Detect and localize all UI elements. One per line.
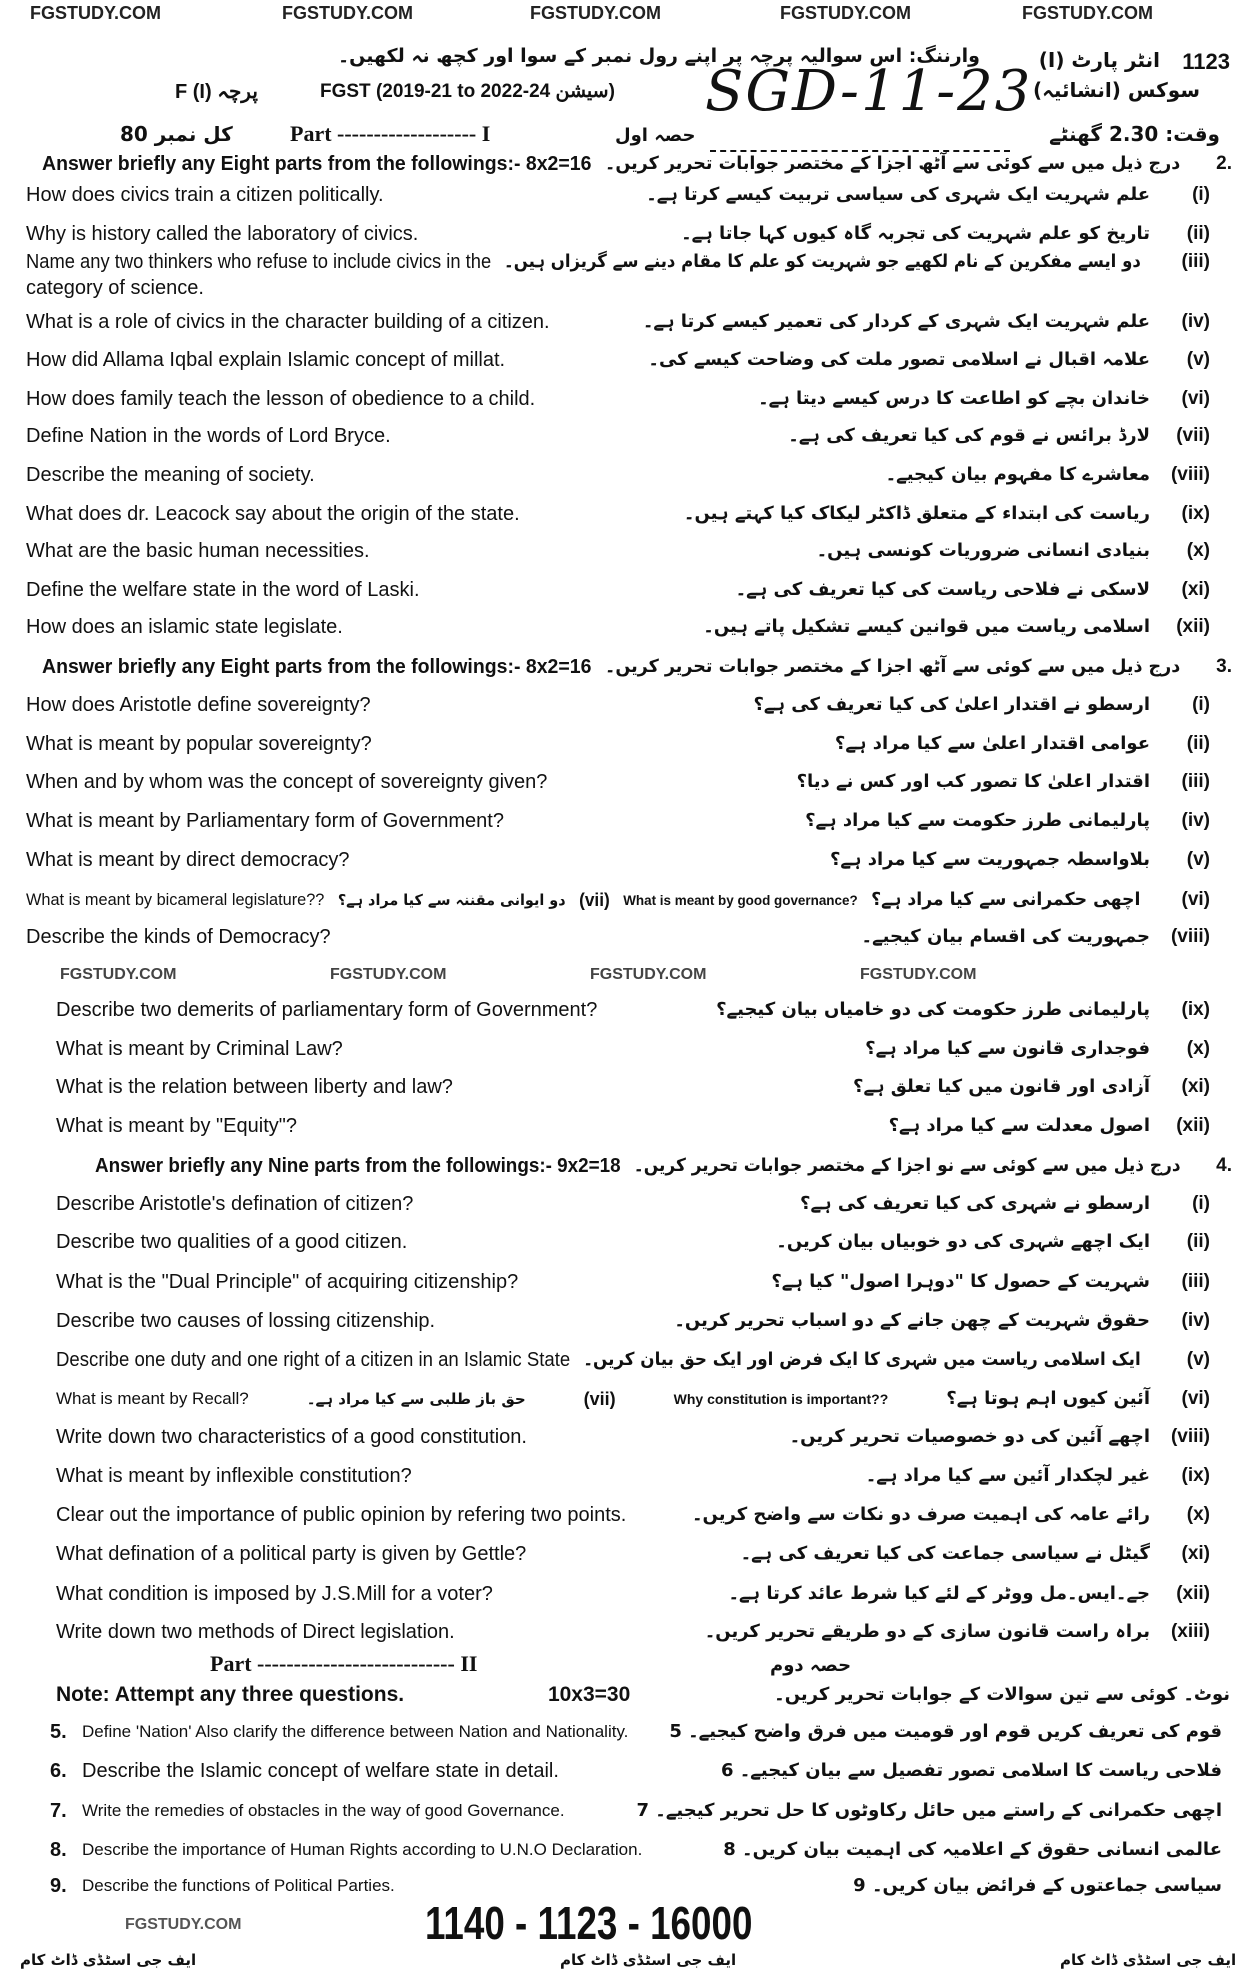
question-number: (i) xyxy=(1192,693,1210,715)
part-two-urdu: حصہ دوم xyxy=(770,1655,852,1676)
question-number: (vii) xyxy=(1176,425,1210,446)
question-item xyxy=(0,1344,1250,1374)
question-ur: پارلیمانی طرز حکومت سے کیا مراد ہے؟ xyxy=(805,810,1150,831)
text-line xyxy=(26,183,1150,207)
question-ur: جمہوریت کی اقسام بیان کیجیے۔ xyxy=(861,926,1150,948)
text-line xyxy=(26,809,1150,833)
text-line xyxy=(56,1464,1150,1488)
subject: سوکس (انشائیہ) xyxy=(1033,78,1200,102)
question-ur: براہ راست قانون سازی کے دو طریقے تحریر کریں۔ xyxy=(704,1621,1150,1643)
q2-instruction xyxy=(0,148,1250,178)
text-line xyxy=(26,222,1150,246)
question-ur-2: دو ایوانی مقننہ سے کیا مراد ہے؟ xyxy=(337,890,566,909)
question-number: (ix) xyxy=(1181,998,1210,1020)
long-question-ur: سیاسی جماعتوں کے فرائض بیان کریں۔ 9 xyxy=(853,1875,1222,1896)
question-en: Describe two qualities of a good citizen. xyxy=(56,1231,408,1254)
watermark: FGSTUDY.COM xyxy=(530,3,662,23)
question-ur: بلاواسطہ جمہوریت سے کیا مراد ہے؟ xyxy=(829,848,1150,870)
footer-watermark: ایف جی اسٹڈی ڈاٹ کام xyxy=(20,1951,197,1969)
text-line xyxy=(82,1759,1222,1783)
long-question-ur: عالمی انسانی حقوق کے اعلامیہ کی اہمیت بیان کریں۔ 8 xyxy=(723,1838,1222,1860)
question-number: (viii) xyxy=(1170,1426,1210,1448)
question-ur: ایک اچھے شہری کی دو خوبیاں بیان کریں۔ xyxy=(776,1231,1150,1253)
question-number: (v) xyxy=(1186,348,1210,370)
question-number: (i) xyxy=(1192,1192,1210,1214)
question-item xyxy=(0,1383,1250,1413)
question-item xyxy=(0,498,1250,528)
question-number: (iv) xyxy=(1181,1310,1210,1331)
long-question-en: Define 'Nation' Also clarify the difference between Nation and Nationality. xyxy=(82,1722,629,1742)
question-en: What is meant by "Equity"? xyxy=(56,1115,297,1137)
question-ur: رائے عامہ کی اہمیت صرف دو نکات سے واضح کریں۔ xyxy=(692,1503,1150,1525)
watermark: FGSTUDY.COM xyxy=(282,3,414,23)
part-one-label: Part ------------------- I xyxy=(290,121,491,146)
question-number: (ii) xyxy=(1186,1231,1210,1253)
question-number: (xiii) xyxy=(1170,1621,1210,1643)
note-row xyxy=(0,1679,1250,1709)
long-question-en: Describe the Islamic concept of welfare state in detail. xyxy=(82,1760,559,1782)
text-line xyxy=(56,1348,1141,1372)
footer-code: 1140 - 1123 - 16000 xyxy=(425,1897,753,1949)
question-item xyxy=(0,844,1250,874)
q3-instruction-ur: درج ذیل میں سے کوئی سے آٹھ اجزا کے مختصر جوابات تحریر کریں۔ xyxy=(605,656,1181,678)
text-line xyxy=(56,1230,1150,1254)
long-question-number: 7. xyxy=(50,1800,67,1822)
text-line xyxy=(26,250,1141,274)
question-item xyxy=(0,1226,1250,1256)
note-marks: 10x3=30 xyxy=(547,1682,631,1706)
question-item xyxy=(0,1421,1250,1451)
question-item xyxy=(0,1033,1250,1063)
question-item xyxy=(0,306,1250,336)
question-number: (xii) xyxy=(1176,1582,1210,1604)
long-question-ur: اچھی حکمرانی کے راستے میں حائل رکاوٹوں کا حل تحریر کیجیے۔ 7 xyxy=(636,1800,1222,1821)
watermark: FGSTUDY.COM xyxy=(30,3,162,23)
q4-instruction-en: Answer briefly any Nine parts from the followings:- 9x2=18 xyxy=(95,1155,621,1177)
text-line xyxy=(82,1720,1222,1744)
text-line xyxy=(56,998,1150,1022)
watermark: FGSTUDY.COM xyxy=(860,965,977,983)
text-line xyxy=(56,1582,1150,1606)
question-number: (ix) xyxy=(1181,502,1210,524)
question-item xyxy=(0,689,1250,719)
question-en-2: Why constitution is important?? xyxy=(673,1390,889,1407)
watermark: FGSTUDY.COM xyxy=(125,1916,242,1933)
text-line xyxy=(26,463,1150,487)
question-number: (v) xyxy=(1186,848,1210,870)
question-number: (iii) xyxy=(1181,251,1210,273)
footer-watermark: ایف جی اسٹڈی ڈاٹ کام xyxy=(1060,1951,1237,1969)
question-number: (xii) xyxy=(1176,1115,1210,1136)
question-en: Describe Aristotle's defination of citizen? xyxy=(56,1192,414,1215)
question-number-2: (vii) xyxy=(579,889,610,910)
text-line xyxy=(56,1037,1150,1061)
long-question-number: 5. xyxy=(50,1721,67,1744)
text-line xyxy=(26,502,1150,526)
question-item xyxy=(0,574,1250,604)
question-en: What is a role of civics in the character building of a citizen. xyxy=(26,311,550,334)
question-ur: ارسطو نے شہری کی کیا تعریف کی ہے؟ xyxy=(800,1192,1150,1214)
text-line xyxy=(56,1114,1150,1138)
question-item xyxy=(0,179,1250,209)
question-en: What is meant by direct democracy? xyxy=(26,848,350,871)
long-question-number: 8. xyxy=(50,1838,67,1861)
question-item xyxy=(0,1266,1250,1296)
paper-label: F (I) پرچہ xyxy=(175,81,258,103)
warning-text: وارننگ: اس سوالیہ پرچہ پر اپنے رول نمبر کے سوا اور کچھ نہ لکھیں۔ xyxy=(337,45,980,67)
question-en: Why is history called the laboratory of civics. xyxy=(26,222,419,245)
question-item xyxy=(0,1460,1250,1490)
question-number: (ix) xyxy=(1181,1465,1210,1486)
question-en: Write down two methods of Direct legislation. xyxy=(56,1621,455,1644)
time: وقت: 2.30 گھنٹے xyxy=(1049,122,1220,146)
q3-number: 3. xyxy=(1216,656,1232,678)
question-number: (ii) xyxy=(1186,222,1210,244)
question-ur: علم شہریت ایک شہری کے کردار کی تعمیر کیسے کرتا ہے۔ xyxy=(642,311,1150,333)
question-item xyxy=(0,1499,1250,1529)
question-number: (xii) xyxy=(1176,616,1210,638)
question-number: (iv) xyxy=(1181,311,1210,333)
question-item xyxy=(0,344,1250,374)
question-en: Describe one duty and one right of a citizen in an Islamic State xyxy=(56,1348,571,1371)
question-ur: گیٹل نے سیاسی جماعت کی کیا تعریف کی ہے۔ xyxy=(740,1542,1150,1564)
q3-instruction-en: Answer briefly any Eight parts from the followings:- 8x2=16 xyxy=(42,656,592,679)
question-ur: ارسطو نے اقتدار اعلیٰ کی کیا تعریف کی ہے؟ xyxy=(753,693,1150,715)
question-ur: لارڈ برائس نے قوم کی کیا تعریف کی ہے۔ xyxy=(788,425,1150,446)
question-ur: شہریت کے حصول کا "دوہرا اصول" کیا ہے؟ xyxy=(771,1271,1150,1293)
long-question-en: Describe the functions of Political Parties. xyxy=(82,1876,395,1895)
q2-number: 2. xyxy=(1216,152,1232,174)
question-number: (v) xyxy=(1186,1348,1210,1370)
long-question-ur: قوم کی تعریف کریں قوم اور قومیت میں فرق واضح کیجیے۔ 5 xyxy=(669,1721,1222,1743)
text-line xyxy=(26,578,1150,602)
long-question-en: Write the remedies of obstacles in the way of good Governance. xyxy=(82,1801,565,1820)
question-item xyxy=(0,994,1250,1024)
text-line xyxy=(26,925,1150,949)
question-en: What is meant by inflexible constitution? xyxy=(56,1465,412,1487)
question-item xyxy=(0,921,1250,951)
question-ur: آزادی اور قانون میں کیا تعلق ہے؟ xyxy=(853,1076,1150,1098)
question-en: What is meant by Parliamentary form of Government? xyxy=(26,810,504,832)
question-number: (x) xyxy=(1186,1503,1210,1525)
question-ur: حقوق شہریت کے چھن جانے کے دو اسباب تحریر کریں۔ xyxy=(674,1310,1150,1331)
question-ur: اسلامی ریاست میں قوانین کیسے تشکیل پاتے ہیں۔ xyxy=(703,616,1150,638)
question-item xyxy=(0,1578,1250,1608)
long-question xyxy=(0,1834,1250,1864)
question-ur: اصول معدلت سے کیا مراد ہے؟ xyxy=(888,1115,1150,1136)
question-ur: آئین کیوں اہم ہوتا ہے؟ xyxy=(946,1387,1150,1409)
question-en: What is meant by bicameral legislature?? xyxy=(26,889,325,909)
question-number: (viii) xyxy=(1170,463,1210,485)
text-line xyxy=(82,1874,1222,1898)
question-item xyxy=(0,218,1250,248)
watermark: FGSTUDY.COM xyxy=(590,965,707,983)
question-en: Define the welfare state in the word of Laski. xyxy=(26,578,420,601)
question-en: Name any two thinkers who refuse to include civics in the xyxy=(26,251,492,274)
text-line xyxy=(26,310,1150,334)
text-line xyxy=(56,1503,1150,1527)
question-en: What is the relation between liberty and law? xyxy=(56,1076,453,1099)
question-ur: ایک اسلامی ریاست میں شہری کا ایک فرض اور ایک حق بیان کریں۔ xyxy=(583,1348,1141,1370)
question-item xyxy=(0,1538,1250,1568)
text-line xyxy=(26,693,1150,717)
text-line xyxy=(26,848,1150,872)
question-en: Describe the meaning of society. xyxy=(26,463,315,486)
question-ur: پارلیمانی طرز حکومت کی دو خامیاں بیان کیجیے؟ xyxy=(716,998,1150,1020)
question-en: When and by whom was the concept of sovereignty given? xyxy=(26,771,548,794)
text-line xyxy=(56,1309,1150,1333)
q4-instruction-ur: درج ذیل میں سے کوئی سے نو اجزا کے مختصر جوابات تحریر کریں۔ xyxy=(633,1155,1181,1176)
text-line xyxy=(56,1270,1150,1294)
text-line xyxy=(56,1075,1150,1099)
question-ur: بنیادی انسانی ضروریات کونسی ہیں۔ xyxy=(816,540,1150,561)
question-en: What does dr. Leacock say about the origin of the state. xyxy=(26,502,520,525)
question-en: Describe two demerits of parliamentary form of Government? xyxy=(56,998,598,1021)
question-item xyxy=(0,459,1250,489)
text-line xyxy=(26,387,1150,411)
text-line xyxy=(26,424,1150,448)
question-item xyxy=(0,383,1250,413)
question-item xyxy=(0,246,1250,300)
question-en-line2: category of science. xyxy=(26,277,204,300)
question-item xyxy=(0,1071,1250,1101)
text-line xyxy=(42,152,1180,176)
question-ur: علم شہریت ایک شہری کی سیاسی تربیت کیسے کرتا ہے۔ xyxy=(646,183,1150,205)
watermark: FGSTUDY.COM xyxy=(780,3,912,23)
text-line xyxy=(56,1542,1150,1566)
paper-code: 1123 xyxy=(1182,49,1230,74)
question-en: How does an islamic state legislate. xyxy=(26,616,343,639)
q4-instruction xyxy=(0,1150,1250,1180)
watermark: FGSTUDY.COM xyxy=(330,965,447,983)
question-item xyxy=(0,1305,1250,1335)
question-en: How does Aristotle define sovereignty? xyxy=(26,693,371,716)
text-line xyxy=(26,615,1150,639)
question-ur: فوجداری قانون سے کیا مراد ہے؟ xyxy=(865,1037,1150,1059)
q2-instruction-ur: درج ذیل میں سے کوئی سے آٹھ اجزا کے مختصر جوابات تحریر کریں۔ xyxy=(605,152,1181,174)
q4-number: 4. xyxy=(1216,1155,1232,1176)
question-en: How did Allama Iqbal explain Islamic concept of millat. xyxy=(26,348,506,371)
question-number: (viii) xyxy=(1170,926,1210,948)
text-line xyxy=(56,1425,1150,1449)
question-en-2: What is meant by good governance? xyxy=(623,891,858,908)
question-number: (i) xyxy=(1192,183,1210,205)
text-line xyxy=(26,348,1150,372)
question-ur: اچھے آئین کی دو خصوصیات تحریر کریں۔ xyxy=(789,1426,1150,1448)
question-ur: خاندان بچے کو اطاعت کا درس کیسے دیتا ہے۔ xyxy=(758,387,1150,409)
question-en: Describe two causes of lossing citizenship. xyxy=(56,1310,436,1332)
question-ur: جے۔ایس۔مل ووٹر کے لئے کیا شرط عائد کرتا ہے۔ xyxy=(728,1582,1150,1604)
long-question xyxy=(0,1870,1250,1900)
question-en: What are the basic human necessities. xyxy=(26,540,370,562)
question-ur: معاشرے کا مفہوم بیان کیجیے۔ xyxy=(885,463,1150,485)
question-ur: اقتدار اعلیٰ کا تصور کب اور کس نے دیا؟ xyxy=(796,771,1150,793)
part-two-label: Part --------------------------- II xyxy=(210,1651,478,1676)
question-number: (iii) xyxy=(1181,771,1210,793)
total-marks: کل نمبر 80 xyxy=(120,122,233,146)
question-number: (xi) xyxy=(1181,1542,1210,1564)
question-number: (iii) xyxy=(1181,1271,1210,1293)
question-en: What defination of a political party is given by Gettle? xyxy=(56,1542,527,1565)
question-number: (iv) xyxy=(1181,810,1210,831)
note-urdu: نوٹ۔ کوئی سے تین سوالات کے جوابات تحریر کریں۔ xyxy=(774,1683,1230,1705)
question-ur: غیر لچکدار آئین سے کیا مراد ہے۔ xyxy=(865,1465,1150,1486)
question-ur: تاریخ کو علم شہریت کی تجربہ گاہ کیوں کہا جاتا ہے۔ xyxy=(681,222,1150,244)
question-en: What is meant by popular sovereignty? xyxy=(26,732,372,755)
handwritten-code: SGD-11-23 xyxy=(705,59,1033,124)
note-text: Note: Attempt any three questions. xyxy=(56,1682,405,1706)
question-en: What is meant by Criminal Law? xyxy=(56,1037,343,1060)
text-line xyxy=(56,1192,1150,1216)
question-en: Define Nation in the words of Lord Bryce. xyxy=(26,425,391,447)
question-item xyxy=(0,805,1250,835)
question-number: (xi) xyxy=(1181,578,1210,600)
long-question-en: Describe the importance of Human Rights according to U.N.O Declaration. xyxy=(82,1839,643,1859)
question-number: (x) xyxy=(1186,540,1210,561)
question-number-2: (vii) xyxy=(583,1388,616,1409)
long-question xyxy=(0,1716,1250,1746)
question-ur: ریاست کی ابتداء کے متعلق ڈاکٹر لیکاک کیا کہتے ہیں۔ xyxy=(683,502,1150,524)
watermark: FGSTUDY.COM xyxy=(60,965,177,983)
question-ur: عوامی اقتدار اعلیٰ سے کیا مراد ہے؟ xyxy=(834,732,1150,754)
text-line xyxy=(56,1387,1150,1411)
question-en: Describe the kinds of Democracy? xyxy=(26,926,331,949)
long-question xyxy=(0,1795,1250,1825)
long-question-ur: فلاحی ریاست کا اسلامی تصور تفصیل سے بیان کیجیے۔ 6 xyxy=(720,1760,1222,1781)
question-number: (x) xyxy=(1186,1037,1210,1059)
question-number: (ii) xyxy=(1186,732,1210,754)
question-en: What is meant by Recall? xyxy=(56,1388,249,1408)
text-line xyxy=(56,1683,1230,1707)
q3-instruction xyxy=(0,651,1250,681)
question-item xyxy=(0,766,1250,796)
text-line xyxy=(42,655,1180,679)
question-ur: علامہ اقبال نے اسلامی تصور ملت کی وضاحت کیسے کی۔ xyxy=(648,348,1150,370)
session: FGST (2019-21 to 2022-24 سیشن) xyxy=(320,81,615,102)
question-item xyxy=(0,535,1250,565)
text-line xyxy=(95,1154,1181,1178)
footer-watermark: ایف جی اسٹڈی ڈاٹ کام xyxy=(560,1951,737,1969)
long-question xyxy=(0,1755,1250,1785)
question-ur: اچھی حکمرانی سے کیا مراد ہے؟ xyxy=(871,888,1141,910)
question-en: How does family teach the lesson of obedience to a child. xyxy=(26,387,536,410)
part-two xyxy=(0,1650,1250,1680)
question-ur-2: حق باز طلبی سے کیا مراد ہے۔ xyxy=(306,1389,526,1408)
text-line xyxy=(26,770,1150,794)
question-number: (xi) xyxy=(1181,1076,1210,1098)
class-label: انٹر پارٹ (I) xyxy=(1038,48,1160,72)
question-en: How does civics train a citizen politically. xyxy=(26,183,384,206)
question-en: Clear out the importance of public opinion by refering two points. xyxy=(56,1503,627,1526)
question-ur: دو ایسے مفکرین کے نام لکھیے جو شہریت کو علم کا مقام دینے سے گریزاں ہیں۔ xyxy=(504,251,1141,273)
question-number: (vi) xyxy=(1181,888,1210,910)
question-number: (vi) xyxy=(1181,387,1210,409)
long-question-number: 6. xyxy=(50,1760,67,1782)
question-en: Write down two characteristics of a good constitution. xyxy=(56,1426,527,1449)
question-number: (vi) xyxy=(1181,1387,1210,1409)
question-item xyxy=(0,1110,1250,1140)
text-line xyxy=(26,539,1150,563)
question-item xyxy=(0,1188,1250,1218)
question-item xyxy=(0,1616,1250,1646)
text-line xyxy=(26,888,1140,912)
long-question-number: 9. xyxy=(50,1875,67,1897)
question-item xyxy=(0,884,1250,914)
text-line xyxy=(56,1620,1150,1644)
question-en: What condition is imposed by J.S.Mill for a voter? xyxy=(56,1582,493,1605)
question-item xyxy=(0,728,1250,758)
text-line xyxy=(82,1838,1222,1862)
q2-instruction-en: Answer briefly any Eight parts from the followings:- 8x2=16 xyxy=(42,152,592,175)
part-one-urdu: حصہ اول xyxy=(615,125,696,146)
text-line xyxy=(26,732,1150,756)
question-en: What is the "Dual Principle" of acquiring citizenship? xyxy=(56,1271,519,1294)
question-item xyxy=(0,611,1250,641)
text-line xyxy=(82,1799,1222,1823)
question-ur: لاسکی نے فلاحی ریاست کی کیا تعریف کی ہے۔ xyxy=(735,578,1150,600)
watermark: FGSTUDY.COM xyxy=(1022,3,1154,23)
question-item xyxy=(0,420,1250,450)
